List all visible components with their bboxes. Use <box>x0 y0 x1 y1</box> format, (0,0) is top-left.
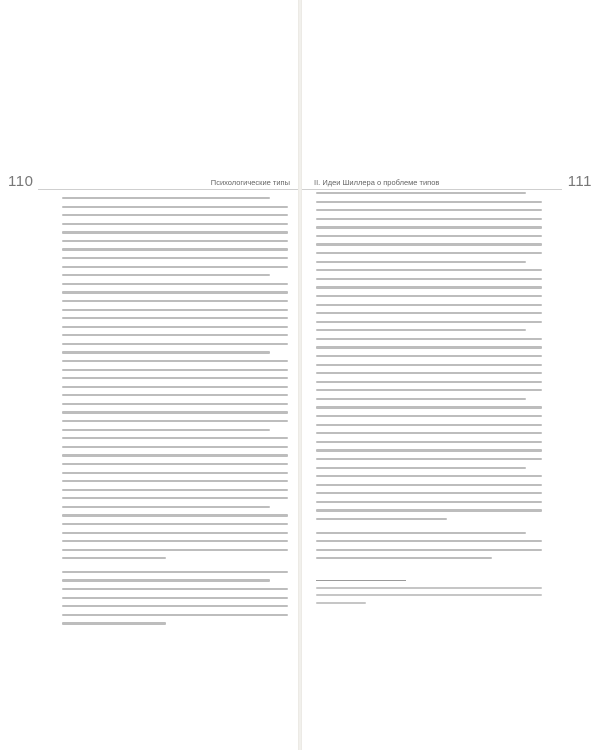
text-line <box>316 235 542 237</box>
text-line <box>316 492 542 494</box>
text-line <box>316 557 492 559</box>
text-line <box>316 201 542 203</box>
left-page-number: 110 <box>8 173 34 190</box>
text-line <box>316 458 542 460</box>
text-line <box>62 274 270 276</box>
text-line <box>316 441 542 443</box>
text-line <box>316 192 526 194</box>
text-line <box>316 304 542 306</box>
text-line <box>62 446 288 448</box>
text-line <box>62 334 288 336</box>
text-line <box>62 429 270 431</box>
text-line <box>316 243 542 245</box>
right-running-head: II. Идеи Шиллера о проблеме типов <box>314 178 440 187</box>
right-body-text <box>316 192 542 566</box>
text-line <box>62 420 288 422</box>
left-body-text <box>62 197 288 631</box>
text-line <box>62 614 288 616</box>
text-line <box>316 432 542 434</box>
text-line <box>62 497 288 499</box>
text-line <box>62 326 288 328</box>
text-line <box>62 411 288 413</box>
text-line <box>62 369 288 371</box>
text-line <box>316 381 542 383</box>
text-line <box>316 364 542 366</box>
text-line <box>62 300 288 302</box>
text-line <box>316 321 542 323</box>
text-line <box>316 509 542 511</box>
text-line <box>62 549 288 551</box>
text-line <box>316 226 542 228</box>
text-line <box>62 579 270 581</box>
text-line <box>316 467 526 469</box>
text-line <box>62 240 288 242</box>
text-line <box>62 622 166 624</box>
text-line <box>62 557 166 559</box>
text-line <box>316 449 542 451</box>
text-line <box>316 532 526 534</box>
text-line <box>316 372 542 374</box>
text-line <box>316 218 542 220</box>
text-line <box>62 317 288 319</box>
text-line <box>62 472 288 474</box>
footnote <box>316 587 542 609</box>
text-line <box>316 278 542 280</box>
text-line <box>316 261 526 263</box>
text-line <box>62 403 288 405</box>
text-line <box>316 295 542 297</box>
text-line <box>62 523 288 525</box>
text-line <box>62 248 288 250</box>
text-line <box>316 540 542 542</box>
text-line <box>62 605 288 607</box>
text-line <box>62 360 288 362</box>
text-line <box>62 214 288 216</box>
text-line <box>62 514 288 516</box>
text-line <box>62 309 288 311</box>
text-line <box>316 527 542 532</box>
right-page-number: 111 <box>567 173 592 190</box>
text-line <box>62 571 288 573</box>
text-line <box>316 415 542 417</box>
footnote-line <box>316 587 542 589</box>
text-line <box>62 231 288 233</box>
text-line <box>62 257 288 259</box>
left-running-head: Психологические типы <box>210 178 290 187</box>
text-line <box>316 312 542 314</box>
text-line <box>62 437 288 439</box>
text-line <box>316 484 542 486</box>
text-line <box>316 209 542 211</box>
text-line <box>62 386 288 388</box>
footnote-line <box>316 602 366 604</box>
text-line <box>62 532 288 534</box>
text-line <box>316 346 542 348</box>
text-line <box>62 377 288 379</box>
text-line <box>316 355 542 357</box>
right-header-rule <box>302 189 562 190</box>
text-line <box>62 480 288 482</box>
text-line <box>316 338 542 340</box>
text-line <box>316 389 542 391</box>
text-line <box>316 329 526 331</box>
text-line <box>62 206 288 208</box>
text-line <box>62 197 270 199</box>
text-line <box>62 463 288 465</box>
footnote-rule <box>316 580 406 581</box>
text-line <box>316 518 447 520</box>
right-page-header <box>302 173 600 192</box>
text-line <box>316 549 542 551</box>
text-line <box>62 540 288 542</box>
text-line <box>62 597 288 599</box>
left-page-header <box>0 173 298 192</box>
text-line <box>316 406 542 408</box>
text-line <box>62 394 288 396</box>
text-line <box>62 588 288 590</box>
text-line <box>62 266 288 268</box>
text-line <box>316 475 542 477</box>
footnote-line <box>316 594 542 596</box>
text-line <box>316 398 526 400</box>
text-line <box>62 291 288 293</box>
text-line <box>62 283 288 285</box>
text-line <box>62 489 288 491</box>
left-header-rule <box>38 189 298 190</box>
text-line <box>316 501 542 503</box>
text-line <box>62 351 270 353</box>
text-line <box>62 343 288 345</box>
text-line <box>316 286 542 288</box>
text-line <box>316 424 542 426</box>
text-line <box>62 223 288 225</box>
text-line <box>62 454 288 456</box>
text-line <box>62 506 270 508</box>
text-line <box>316 269 542 271</box>
text-line <box>316 252 542 254</box>
